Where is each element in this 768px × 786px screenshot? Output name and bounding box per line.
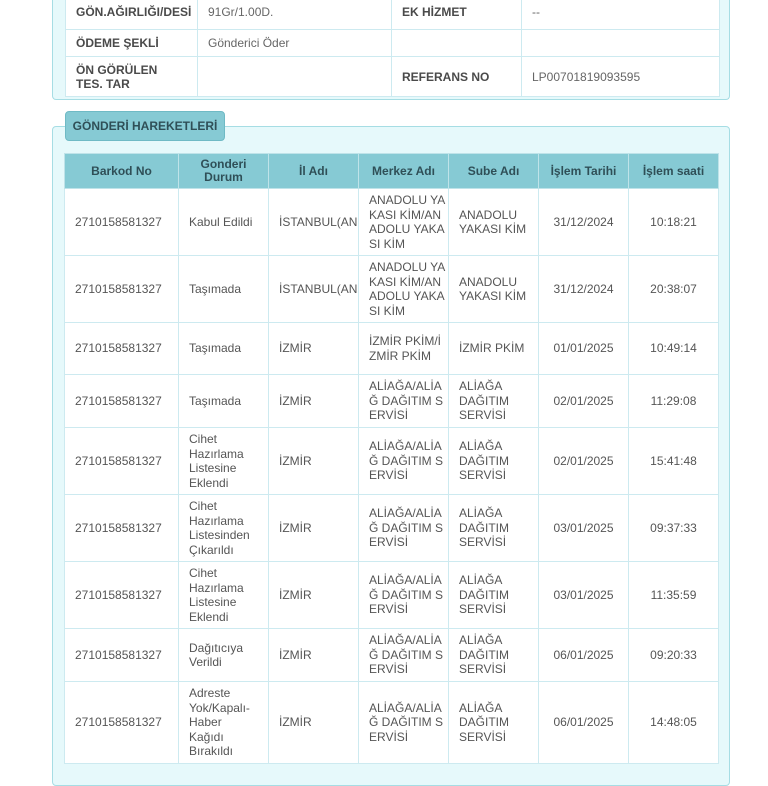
city-cell: İZMİR <box>269 562 359 629</box>
date-cell: 06/01/2025 <box>539 682 629 764</box>
city-cell: İZMİR <box>269 375 359 428</box>
center-cell: ALİAĞA/ALİAĞ DAĞITIM SERVİSİ <box>359 375 449 428</box>
center-cell: ANADOLU YAKASI KİM/ANADOLU YAKASI KİM <box>359 189 449 256</box>
movements-table <box>64 153 719 764</box>
weight-value: 91Gr/1.00D. <box>198 0 392 30</box>
table-row <box>65 189 719 256</box>
center-cell: ALİAĞA/ALİAĞ DAĞITIM SERVİSİ <box>359 495 449 562</box>
table-row <box>65 495 719 562</box>
branch-cell: ALİAĞA DAĞITIM SERVİSİ <box>449 629 539 682</box>
city-cell: İZMİR <box>269 682 359 764</box>
col-header-date[interactable]: İşlem Tarihi <box>539 154 629 189</box>
col-header-status[interactable]: Gonderi Durum <box>179 154 269 189</box>
reference-label: REFERANS NO <box>392 57 522 97</box>
barcode-cell: 2710158581327 <box>65 495 179 562</box>
table-row <box>65 256 719 323</box>
city-cell: İSTANBUL(AN <box>269 256 359 323</box>
date-cell: 01/01/2025 <box>539 323 629 375</box>
status-cell: Cihet Hazırlama Listesine Eklendi <box>179 428 269 495</box>
table-header-row <box>65 154 719 189</box>
center-cell: ALİAĞA/ALİAĞ DAĞITIM SERVİSİ <box>359 428 449 495</box>
city-cell: İZMİR <box>269 323 359 375</box>
center-cell: ALİAĞA/ALİAĞ DAĞITIM SERVİSİ <box>359 562 449 629</box>
time-cell: 09:37:33 <box>629 495 719 562</box>
info-row <box>66 57 720 97</box>
barcode-cell: 2710158581327 <box>65 629 179 682</box>
city-cell: İZMİR <box>269 428 359 495</box>
date-cell: 03/01/2025 <box>539 562 629 629</box>
status-cell: Taşımada <box>179 256 269 323</box>
time-cell: 14:48:05 <box>629 682 719 764</box>
status-cell: Adreste Yok/Kapalı- Haber Kağıdı Bırakıldı <box>179 682 269 764</box>
col-header-barcode[interactable]: Barkod No <box>65 154 179 189</box>
branch-cell: ALİAĞA DAĞITIM SERVİSİ <box>449 495 539 562</box>
barcode-cell: 2710158581327 <box>65 562 179 629</box>
table-row <box>65 682 719 764</box>
info-row <box>66 0 720 30</box>
barcode-cell: 2710158581327 <box>65 428 179 495</box>
center-cell: ALİAĞA/ALİAĞ DAĞITIM SERVİSİ <box>359 682 449 764</box>
barcode-cell: 2710158581327 <box>65 256 179 323</box>
branch-cell: ALİAĞA DAĞITIM SERVİSİ <box>449 375 539 428</box>
barcode-cell: 2710158581327 <box>65 375 179 428</box>
info-row <box>66 30 720 57</box>
city-cell: İSTANBUL(AN <box>269 189 359 256</box>
extra-service-label: EK HİZMET <box>392 0 522 30</box>
payment-value: Gönderici Öder <box>198 30 392 57</box>
barcode-cell: 2710158581327 <box>65 189 179 256</box>
status-cell: Dağıtıcıya Verildi <box>179 629 269 682</box>
branch-cell: ANADOLU YAKASI KİM <box>449 256 539 323</box>
weight-label: GÖN.AĞIRLIĞI/DESİ <box>66 0 198 30</box>
payment-label: ÖDEME ŞEKLİ <box>66 30 198 57</box>
branch-cell: ALİAĞA DAĞITIM SERVİSİ <box>449 562 539 629</box>
table-row <box>65 323 719 375</box>
center-cell: İZMİR PKİM/İZMİR PKİM <box>359 323 449 375</box>
branch-cell: ALİAĞA DAĞITIM SERVİSİ <box>449 682 539 764</box>
table-row <box>65 375 719 428</box>
time-cell: 10:49:14 <box>629 323 719 375</box>
date-cell: 06/01/2025 <box>539 629 629 682</box>
table-row <box>65 562 719 629</box>
center-cell: ANADOLU YAKASI KİM/ANADOLU YAKASI KİM <box>359 256 449 323</box>
date-cell: 02/01/2025 <box>539 375 629 428</box>
status-cell: Cihet Hazırlama Listesine Eklendi <box>179 562 269 629</box>
branch-cell: ALİAĞA DAĞITIM SERVİSİ <box>449 428 539 495</box>
col-header-city[interactable]: İl Adı <box>269 154 359 189</box>
date-cell: 31/12/2024 <box>539 256 629 323</box>
empty-label <box>392 30 522 57</box>
status-cell: Cihet Hazırlama Listesinden Çıkarıldı <box>179 495 269 562</box>
time-cell: 09:20:33 <box>629 629 719 682</box>
col-header-center[interactable]: Merkez Adı <box>359 154 449 189</box>
barcode-cell: 2710158581327 <box>65 682 179 764</box>
movements-section-tab[interactable]: GÖNDERİ HAREKETLERİ <box>65 111 225 141</box>
shipment-info-panel <box>52 0 730 100</box>
empty-value <box>522 30 720 57</box>
center-cell: ALİAĞA/ALİAĞ DAĞITIM SERVİSİ <box>359 629 449 682</box>
branch-cell: İZMİR PKİM <box>449 323 539 375</box>
barcode-cell: 2710158581327 <box>65 323 179 375</box>
reference-value: LP00701819093595 <box>522 57 720 97</box>
branch-cell: ANADOLU YAKASI KİM <box>449 189 539 256</box>
status-cell: Taşımada <box>179 375 269 428</box>
time-cell: 11:29:08 <box>629 375 719 428</box>
date-cell: 03/01/2025 <box>539 495 629 562</box>
extra-service-value: -- <box>522 0 720 30</box>
time-cell: 20:38:07 <box>629 256 719 323</box>
status-cell: Kabul Edildi <box>179 189 269 256</box>
table-row <box>65 629 719 682</box>
date-cell: 02/01/2025 <box>539 428 629 495</box>
time-cell: 11:35:59 <box>629 562 719 629</box>
table-row <box>65 428 719 495</box>
col-header-branch[interactable]: Sube Adı <box>449 154 539 189</box>
city-cell: İZMİR <box>269 495 359 562</box>
shipment-info-table <box>65 0 720 97</box>
status-cell: Taşımada <box>179 323 269 375</box>
time-cell: 15:41:48 <box>629 428 719 495</box>
time-cell: 10:18:21 <box>629 189 719 256</box>
city-cell: İZMİR <box>269 629 359 682</box>
expected-delivery-label: ÖN GÖRÜLEN TES. TAR <box>66 57 198 97</box>
expected-delivery-value <box>198 57 392 97</box>
date-cell: 31/12/2024 <box>539 189 629 256</box>
col-header-time[interactable]: İşlem saati <box>629 154 719 189</box>
